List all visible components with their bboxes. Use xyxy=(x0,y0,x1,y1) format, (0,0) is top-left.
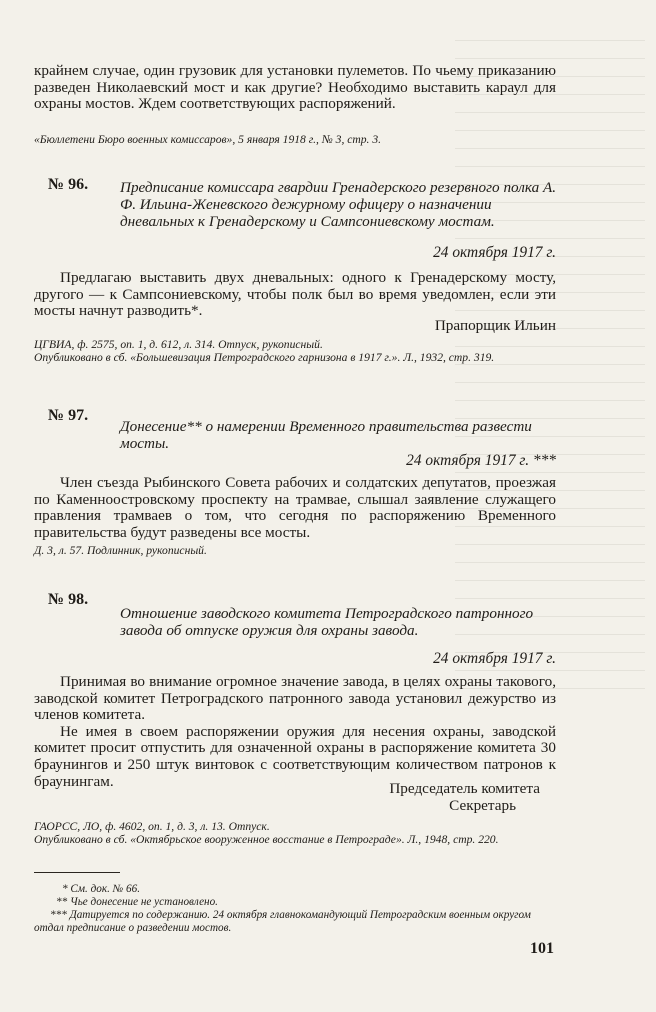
doc-97-source: Д. 3, л. 57. Подлинник, рукописный. xyxy=(34,544,207,557)
doc-96-signature: Прапорщик Ильин xyxy=(434,317,556,334)
doc-98-title: Отношение заводского комитета Петроградского патронного завода об отпуске оружия для охраны завода. xyxy=(120,605,534,639)
footnote-2: ** Чье донесение не установлено. xyxy=(56,896,218,908)
intro-paragraph: крайнем случае, один грузовик для установки пулеметов. По чьему приказанию разведен Николаевский мост и как другие? Необходимо выставить караул для охраны мостов. Ждем соответствующих распоряжений. xyxy=(34,62,556,113)
doc-97-body: Член съезда Рыбинского Совета рабочих и солдатских депутатов, проезжая по Каменноостровскому проспекту на трамвае, слышал заявление служащего правления трамваев о том, что сегодня по распоряжению Временного правительства будут разведены все мосты. xyxy=(34,474,556,541)
doc-98-signature-secretary: Секретарь xyxy=(449,797,516,814)
doc-96-body: Предлагаю выставить двух дневальных: одного к Гренадерскому мосту, другого — к Сампсониевскому, чтобы полк был во время уведомлен, если эти мосты начнут разводить*. xyxy=(34,269,556,320)
footnote-1: * См. док. № 66. xyxy=(62,883,140,895)
doc-98-date: 24 октября 1917 г. xyxy=(433,650,556,667)
doc-98-source: ГАОРСС, ЛО, ф. 4602, оп. 1, д. 3, л. 13. Отпуск. xyxy=(34,820,270,833)
doc-97-number: № 97. xyxy=(48,407,89,424)
intro-source: «Бюллетени Бюро военных комиссаров», 5 января 1918 г., № 3, стр. 3. xyxy=(34,133,382,146)
doc-98-signature-chair: Председатель комитета xyxy=(389,780,540,797)
doc-96-number: № 96. xyxy=(48,176,89,193)
page-number: 101 xyxy=(530,940,554,957)
doc-96-date: 24 октября 1917 г. xyxy=(433,244,556,261)
doc-98-publication: Опубликовано в сб. «Октябрьское вооруженное восстание в Петрограде». Л., 1948, стр. 220. xyxy=(34,833,499,846)
doc-96-publication: Опубликовано в сб. «Большевизация Петроградского гарнизона в 1917 г.». Л., 1932, стр. 319. xyxy=(34,351,495,364)
doc-98-number: № 98. xyxy=(48,591,89,608)
doc-98-body: Принимая во внимание огромное значение завода, в целях охраны такового, заводской комитет Петроградского патронного завода установил дежурство из членов комитета. Не имея в своем распоряжении оружия для несения охраны, заводской комитет просит отпустить для означенной охраны в распоряжение комитета 30 браунингов и 250 штук винтовок с соответствующим количеством патронов к браунингам. xyxy=(34,673,556,790)
doc-96-source: ЦГВИА, ф. 2575, оп. 1, д. 612, л. 314. Отпуск, рукописный. xyxy=(34,338,323,351)
footnote-3: *** Датируется по содержанию. 24 октября главнокомандующий Петроградским военным округом отдал предписание о разведении мостов. xyxy=(34,909,531,935)
doc-96-title: Предписание комиссара гвардии Гренадерского резервного полка А. Ф. Ильина-Женевского дежурному офицеру о назначении дневальных к Гренадерскому и Сампсониевскому мостам. xyxy=(120,179,557,230)
footnote-divider xyxy=(34,872,120,873)
doc-97-date: 24 октября 1917 г. *** xyxy=(406,452,556,469)
doc-97-title: Донесение** о намерении Временного правительства развести мосты. xyxy=(120,418,532,452)
